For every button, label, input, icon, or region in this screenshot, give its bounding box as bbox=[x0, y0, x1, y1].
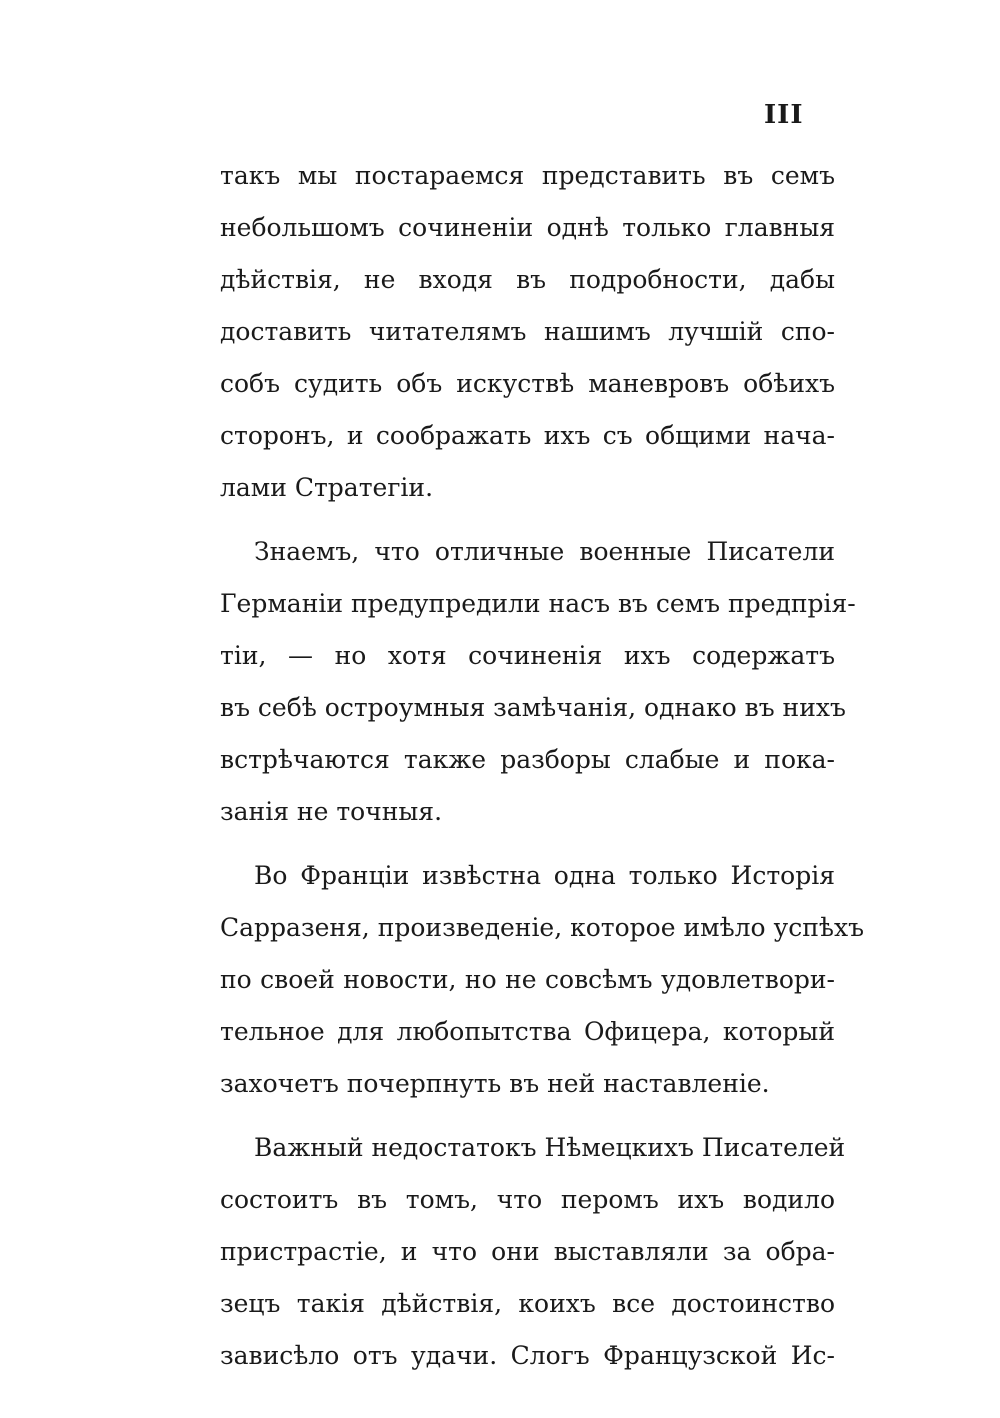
text-line: по своей новости, но не совсѣмъ удовлетвори- bbox=[220, 965, 835, 994]
text-line: тельное для любопытства Офицера, который bbox=[220, 1017, 835, 1046]
text-line: занія не точныя. bbox=[220, 797, 443, 826]
text-line: Важный недостатокъ Нѣмецкихъ Писателей bbox=[254, 1133, 846, 1162]
text-line: небольшомъ сочиненіи однѣ только главныя bbox=[220, 213, 835, 242]
text-line: въ себѣ остроумныя замѣчанія, однако въ нихъ bbox=[220, 693, 846, 722]
paragraph-gap bbox=[220, 838, 835, 850]
text-line: Во Франціи извѣстна одна только Исторія bbox=[254, 861, 835, 890]
text-line: пристрастіе, и что они выставляли за обра- bbox=[220, 1237, 835, 1266]
text-line: доставить читателямъ нашимъ лучшій спо- bbox=[220, 317, 835, 346]
text-line: состоитъ въ томъ, что перомъ ихъ водило bbox=[220, 1185, 835, 1214]
text-line: зависѣло отъ удачи. Слогъ Французской Ис- bbox=[220, 1341, 835, 1370]
paragraph-gap bbox=[220, 1110, 835, 1122]
text-line: собъ судить объ искуствѣ маневровъ обѣихъ bbox=[220, 369, 835, 398]
page-number: III bbox=[764, 100, 804, 130]
text-line: Знаемъ, что отличные военные Писатели bbox=[254, 537, 835, 566]
text-line: Германіи предупредили насъ въ семъ предпрія- bbox=[220, 589, 856, 618]
text-line: захочетъ почерпнуть въ ней наставленіе. bbox=[220, 1069, 770, 1098]
body-text bbox=[220, 150, 864, 1382]
text-line: лами Стратегіи. bbox=[220, 473, 434, 502]
text-line: Сарразеня, произведеніе, которое имѣло успѣхъ bbox=[220, 913, 864, 942]
text-line: сторонъ, и соображать ихъ съ общими нача- bbox=[220, 421, 835, 450]
text-line: такъ мы постараемся представить въ семъ bbox=[220, 161, 835, 190]
paragraph-gap bbox=[220, 514, 835, 526]
text-line: дѣйствія, не входя въ подробности, дабы bbox=[220, 265, 835, 294]
text-line: тіи, — но хотя сочиненія ихъ содержатъ bbox=[220, 641, 835, 670]
text-line: зецъ такія дѣйствія, коихъ все достоинство bbox=[220, 1289, 835, 1318]
text-line: встрѣчаются также разборы слабые и пока- bbox=[220, 745, 835, 774]
